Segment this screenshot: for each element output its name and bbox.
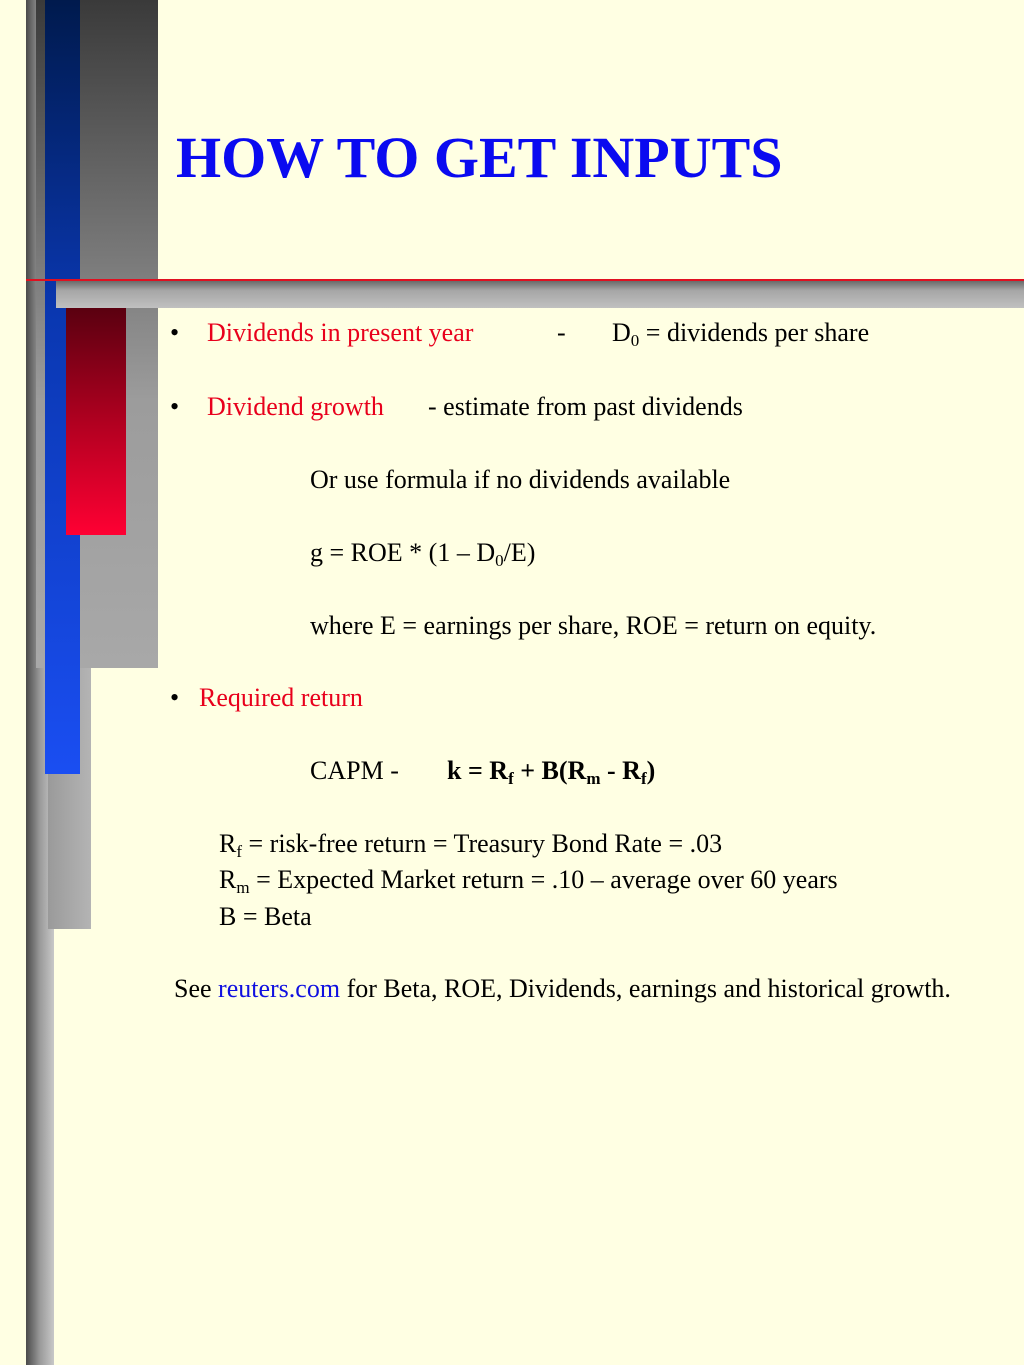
bullet-required-return xyxy=(170,683,179,713)
rf-definition: $R_f$ = risk-free return = Treasury Bond Rate = .03 xyxy=(219,829,723,861)
bullet-marker: • xyxy=(170,392,180,421)
bullet1-dash: - xyxy=(557,318,566,347)
bullet1-label: Dividends in present year xyxy=(207,318,474,347)
capm-label: CAPM - xyxy=(310,756,399,785)
alt-formula-intro: Or use formula if no dividends available xyxy=(310,465,731,494)
bullet-dividends-present xyxy=(170,318,179,348)
bullet1-definition: $D_0$ = dividends per share xyxy=(612,318,870,350)
rm-definition: $R_m$ = Expected Market return = .10 – average over 60 years xyxy=(219,865,838,897)
growth-formula: g = ROE * $(1 - D_0/E)$ xyxy=(310,538,536,570)
source-note: See reuters.com for Beta, ROE, Dividends, earnings and historical growth. xyxy=(174,974,951,1003)
page-title: HOW TO GET INPUTS xyxy=(176,125,783,190)
beta-definition: B = Beta xyxy=(219,902,312,931)
reuters-link[interactable]: reuters.com xyxy=(218,974,341,1003)
bullet2-label: Dividend growth xyxy=(207,392,384,421)
decor-red-bar xyxy=(66,308,126,535)
bullet3-label: Required return xyxy=(199,683,363,712)
bullet-marker: • xyxy=(170,318,180,347)
bullet-dividend-growth xyxy=(170,392,179,422)
bullet-marker: • xyxy=(170,683,180,712)
capm-formula: $k = R_f + B(R_m - R_f)$ xyxy=(447,756,656,788)
where-definitions: where E = earnings per share, ROE = return on equity. xyxy=(310,611,877,640)
title-divider-gray xyxy=(56,281,1024,308)
bullet2-text: - estimate from past dividends xyxy=(428,392,743,421)
